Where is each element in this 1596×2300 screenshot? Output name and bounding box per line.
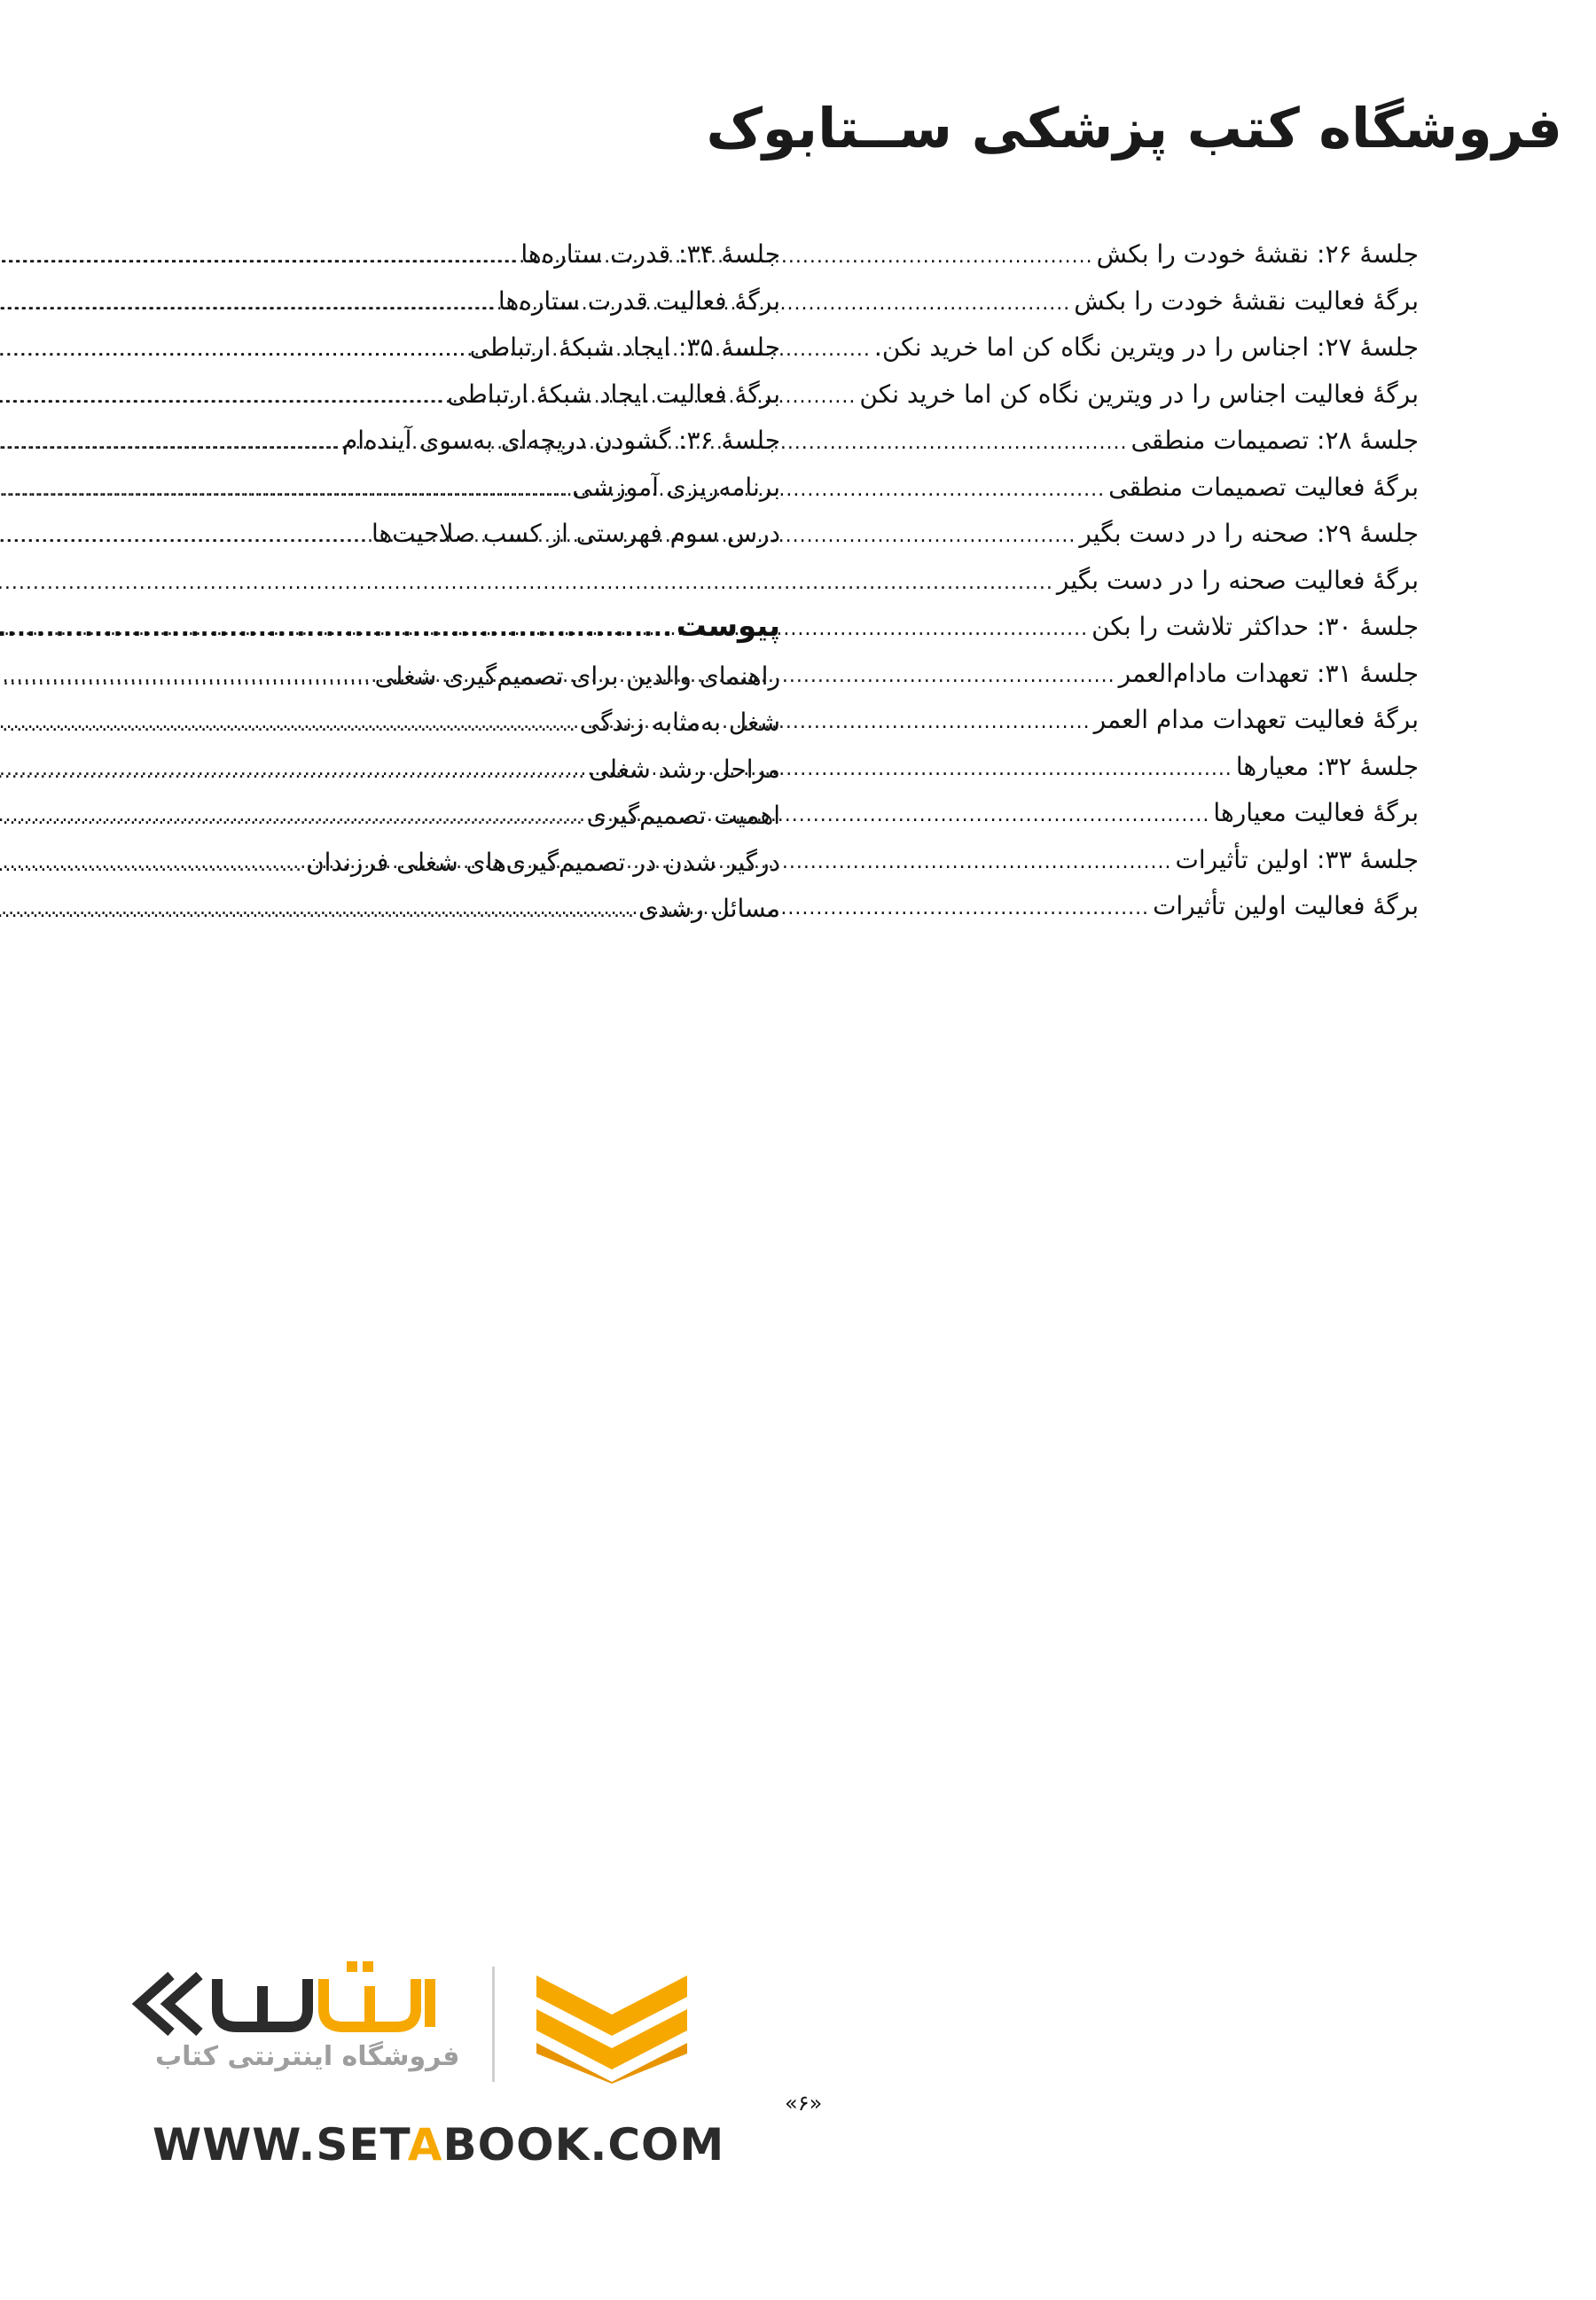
toc-entry-title: جلسهٔ ۲۹: صحنه را در دست بگیر [1079, 519, 1419, 548]
toc-entry [825, 426, 1419, 473]
website-url[interactable] [153, 2119, 724, 2171]
page-number: «۶» [785, 2091, 823, 2116]
logo-tagline: فروشگاه اینترنتی کتاب [155, 2041, 460, 2072]
toc-leader-dots [0, 293, 495, 315]
toc-section-title: پیوست [676, 607, 780, 644]
toc-entry-title: جلسهٔ ۲۸: تصمیمات منطقی [1130, 426, 1419, 455]
toc-entry [825, 659, 1419, 706]
toc-entry [825, 612, 1419, 659]
toc-entry-title: برگهٔ فعالیت تصمیمات منطقی [1108, 472, 1419, 502]
book-chevron-icon [528, 1960, 696, 2084]
url-part-2: BOOK.COM [442, 2119, 725, 2171]
toc-entry-title: جلسهٔ ۳۰: حداکثر تلاشت را بکن [1091, 612, 1419, 641]
toc-entry [186, 755, 780, 802]
toc-entry [186, 286, 780, 333]
section-spacer [186, 566, 780, 608]
toc-leader-dots [0, 761, 585, 783]
toc-entry-title: شغل به‌مثابه زندگی [579, 708, 780, 737]
toc-entry-title: جلسهٔ ۳۵: ایجاد شبکهٔ ارتباطی [469, 332, 780, 362]
toc-entry [825, 239, 1419, 286]
toc-entry [825, 705, 1419, 752]
toc-entry-title: برگهٔ فعالیت نقشهٔ خودت را بکش [1074, 286, 1419, 316]
toc-entry [825, 286, 1419, 333]
toc-entry-title: برنامه‌ریزی آموزشی [572, 472, 780, 502]
toc-entry-title: برگهٔ فعالیت ایجاد شبکهٔ ارتباطی [447, 379, 780, 409]
toc-entry [825, 379, 1419, 426]
toc-entry-title: برگهٔ فعالیت اجناس را در ویترین نگاه کن اما خرید نکن [859, 379, 1419, 409]
toc-entry-title: جلسهٔ ۳۲: معیارها [1235, 751, 1419, 781]
toc-entry [186, 801, 780, 848]
toc-entry [825, 845, 1419, 892]
url-part-1: WWW.SET [153, 2119, 408, 2171]
toc-entry-title: برگهٔ فعالیت معیارها [1213, 798, 1419, 827]
toc-entry-title: برگهٔ فعالیت صحنه را در دست بگیر [1056, 565, 1419, 595]
toc-entry-title: مسائل رشدی [638, 894, 780, 923]
toc-entry-title: درگیر شدن در تصمیم‌گیری‌های شغلی فرزندان [306, 847, 780, 877]
toc-entry [186, 379, 780, 426]
toc-entry-title: برگهٔ فعالیت تعهدات مدام العمر [1093, 705, 1419, 734]
toc-entry [825, 752, 1419, 799]
toc-leader-dots [0, 525, 368, 547]
toc-entry [825, 473, 1419, 520]
toc-leader-dots [0, 900, 635, 922]
toc-entry-title: جلسهٔ ۳۶: گشودن دریچه‌ای به‌سوی آینده‌ام [341, 426, 780, 455]
toc-entry-title: درس سوم فهرستی از کسب صلاحیت‌ها [371, 519, 780, 548]
toc-entry [186, 894, 780, 941]
toc-section-heading [186, 608, 780, 661]
toc-entry [186, 332, 780, 379]
page-header-title: فروشگاه کتب پزشکی ســتابوک [706, 96, 1562, 160]
toc-entry-title: جلسهٔ ۳۱: تعهدات مادام‌العمر [1118, 658, 1419, 688]
toc-entry [186, 473, 780, 520]
toc-leader-dots [0, 615, 673, 642]
toc-entry [186, 661, 780, 708]
toc-entry [186, 519, 780, 566]
toc-entry [186, 708, 780, 755]
toc-entry [825, 891, 1419, 938]
toc-entry [186, 239, 780, 286]
logo-divider [492, 1967, 495, 2082]
toc-entry-title: جلسهٔ ۲۷: اجناس را در ویترین نگاه کن اما خرید نکن. [873, 332, 1419, 362]
toc-entry [825, 798, 1419, 845]
toc-entry [825, 332, 1419, 379]
toc-entry-title: جلسهٔ ۲۶: نقشهٔ خودت را بکش [1096, 239, 1419, 269]
toc-leader-dots [0, 714, 576, 736]
toc-entry [825, 519, 1419, 566]
toc-entry-title: راهنمای والدین برای تصمیم‌گیری شغلی [374, 661, 780, 691]
toc-leader-dots [0, 854, 302, 876]
toc-entry-title: جلسهٔ ۳۴: قدرت ستاره‌ها [520, 239, 780, 269]
toc-entry-title: برگهٔ فعالیت اولین تأثیرات [1153, 891, 1419, 920]
toc-leader-dots [0, 432, 339, 454]
toc-entry-title: اهمیت تصمیم‌گیری [586, 801, 780, 830]
toc-entry-title: مراحل رشد شغلی [589, 754, 780, 784]
toc-entry-title: برگهٔ فعالیت قدرت ستاره‌ها [497, 286, 780, 316]
toc-column-left [186, 239, 780, 941]
toc-entry [186, 426, 780, 473]
setabook-logo[interactable] [129, 1960, 696, 2084]
toc-leader-dots [0, 668, 372, 690]
toc-leader-dots [0, 246, 517, 268]
toc-entry [186, 848, 780, 895]
toc-column-right [825, 239, 1419, 938]
toc-leader-dots [0, 386, 443, 408]
toc-leader-dots [0, 807, 583, 829]
toc-entry [825, 566, 1419, 613]
toc-entry-title: جلسهٔ ۳۳: اولین تأثیرات [1175, 844, 1419, 874]
url-accent-letter: A [407, 2119, 443, 2171]
toc-leader-dots [0, 339, 466, 361]
toc-leader-dots [0, 479, 568, 501]
